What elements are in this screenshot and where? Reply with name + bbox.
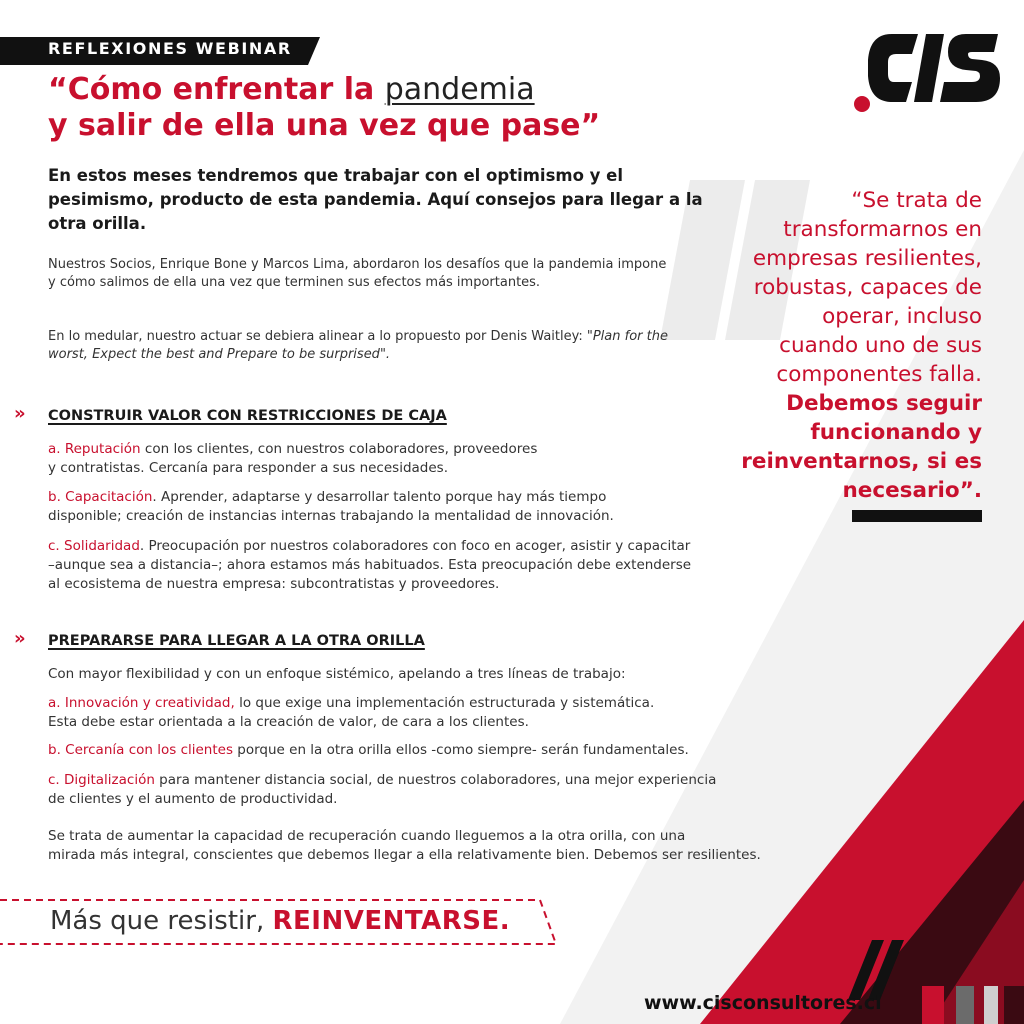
- list-item: [48, 537, 788, 594]
- list-item: [48, 488, 788, 526]
- item-key: c. Digitalización: [48, 772, 155, 788]
- waitley-quote: "Plan for the worst, Expect the best and Prepare to be surprised".: [48, 329, 668, 362]
- page-title: [48, 72, 600, 144]
- bottom-bar-red: [922, 986, 944, 1024]
- slogan: [50, 906, 510, 936]
- list-item: [48, 440, 788, 478]
- quote-underline-bar: [852, 510, 982, 522]
- list-item: [48, 694, 788, 732]
- item-text: –aunque sea a distancia–; ahora estamos más habituados. Esta preocupación debe extenderse: [48, 557, 692, 573]
- quote-line: “Se trata de: [851, 188, 982, 213]
- quote-line-bold: Debemos seguir: [786, 391, 982, 416]
- cis-logo: [848, 20, 1004, 120]
- list-item: [48, 771, 788, 809]
- list-item: [48, 741, 788, 760]
- item-text: . Preocupación por nuestros colaboradores con foco en acoger, asistir y capacitar: [139, 538, 691, 554]
- item-text: lo que exige una implementación estructurada y sistemática.: [234, 695, 655, 711]
- item-text: al ecosistema de nuestra empresa: subcontratistas y proveedores.: [48, 576, 500, 592]
- quote-line: robustas, capaces de: [753, 275, 982, 300]
- item-text: de clientes y el aumento de productividad.: [48, 791, 338, 807]
- website-link[interactable]: www.cisconsultores.cl: [644, 992, 882, 1014]
- section-heading-cash: CONSTRUIR VALOR CON RESTRICCIONES DE CAJA: [48, 408, 447, 424]
- item-text: con los clientes, con nuestros colaboradores, proveedores: [140, 441, 538, 457]
- intro-paragraph-2: [48, 328, 668, 364]
- webinar-tag: REFLEXIONES WEBINAR: [48, 39, 292, 58]
- item-text: y contratistas. Cercanía para responder a sus necesidades.: [48, 460, 448, 476]
- chevron-right-icon: »: [14, 628, 22, 649]
- quote-line: componentes falla.: [776, 362, 982, 387]
- item-text: disponible; creación de instancias internas trabajando la mentalidad de innovación.: [48, 508, 614, 524]
- item-text: porque en la otra orilla ellos -como siempre- serán fundamentales.: [233, 742, 689, 758]
- quote-line-bold: funcionando y: [810, 420, 982, 445]
- chevron-right-icon: »: [14, 403, 22, 424]
- item-key: b. Capacitación: [48, 489, 153, 505]
- quote-line: transformarnos en: [783, 217, 982, 242]
- closing-line: Se trata de aumentar la capacidad de recuperación cuando lleguemos a la otra orilla, con una: [48, 828, 686, 844]
- item-key: b. Cercanía con los clientes: [48, 742, 233, 758]
- intro-paragraph-1: Nuestros Socios, Enrique Bone y Marcos Lima, abordaron los desafíos que la pandemia impone y cómo salimos de ella una vez que terminen sus efectos más importantes.: [48, 257, 667, 290]
- bottom-bar-dark: [1004, 986, 1024, 1024]
- quote-line-bold: necesario”.: [842, 478, 982, 503]
- item-text: Esta debe estar orientada a la creación de valor, de cara a los clientes.: [48, 714, 529, 730]
- item-key: c. Solidaridad: [48, 538, 140, 554]
- quote-line: cuando uno de sus: [779, 333, 982, 358]
- logo-text: CIS: [848, 20, 850, 21]
- item-key: a. Innovación y creatividad,: [48, 695, 235, 711]
- item-text: para mantener distancia social, de nuestros colaboradores, una mejor experiencia: [154, 772, 717, 788]
- quote-line: empresas resilientes,: [752, 246, 982, 271]
- closing-line: mirada más integral, conscientes que debemos llegar a ella relativamente bien. Debemos ser resilientes.: [48, 847, 761, 863]
- slogan-text: Más que resistir,: [50, 906, 273, 936]
- title-line-2: y salir de ella una vez que pase”: [48, 108, 601, 143]
- intro-paragraph-2-text: En lo medular, nuestro actuar se debiera alinear a lo propuesto por Denis Waitley:: [48, 329, 587, 344]
- bottom-bar-light: [984, 986, 998, 1024]
- section-heading-shore: PREPARARSE PARA LLEGAR A LA OTRA ORILLA: [48, 633, 425, 649]
- title-underlined-word: pandemia: [384, 72, 535, 107]
- lead-paragraph: En estos meses tendremos que trabajar con el optimismo y el pesimismo, producto de esta pandemia. Aquí consejos para llegar a la otra orilla.: [48, 166, 703, 233]
- quote-line-bold: reinventarnos, si es: [741, 449, 982, 474]
- closing-paragraph: [48, 827, 868, 865]
- bottom-bar-gray: [956, 986, 974, 1024]
- item-text: . Aprender, adaptarse y desarrollar talento porque hay más tiempo: [152, 489, 607, 505]
- pull-quote: [690, 186, 982, 505]
- section-intro: Con mayor flexibilidad y con un enfoque sistémico, apelando a tres líneas de trabajo:: [48, 666, 626, 682]
- item-key: a. Reputación: [48, 441, 141, 457]
- quote-line: operar, incluso: [822, 304, 982, 329]
- slogan-emphasis: REINVENTARSE.: [272, 906, 511, 936]
- title-part-1: “Cómo enfrentar la: [48, 72, 385, 107]
